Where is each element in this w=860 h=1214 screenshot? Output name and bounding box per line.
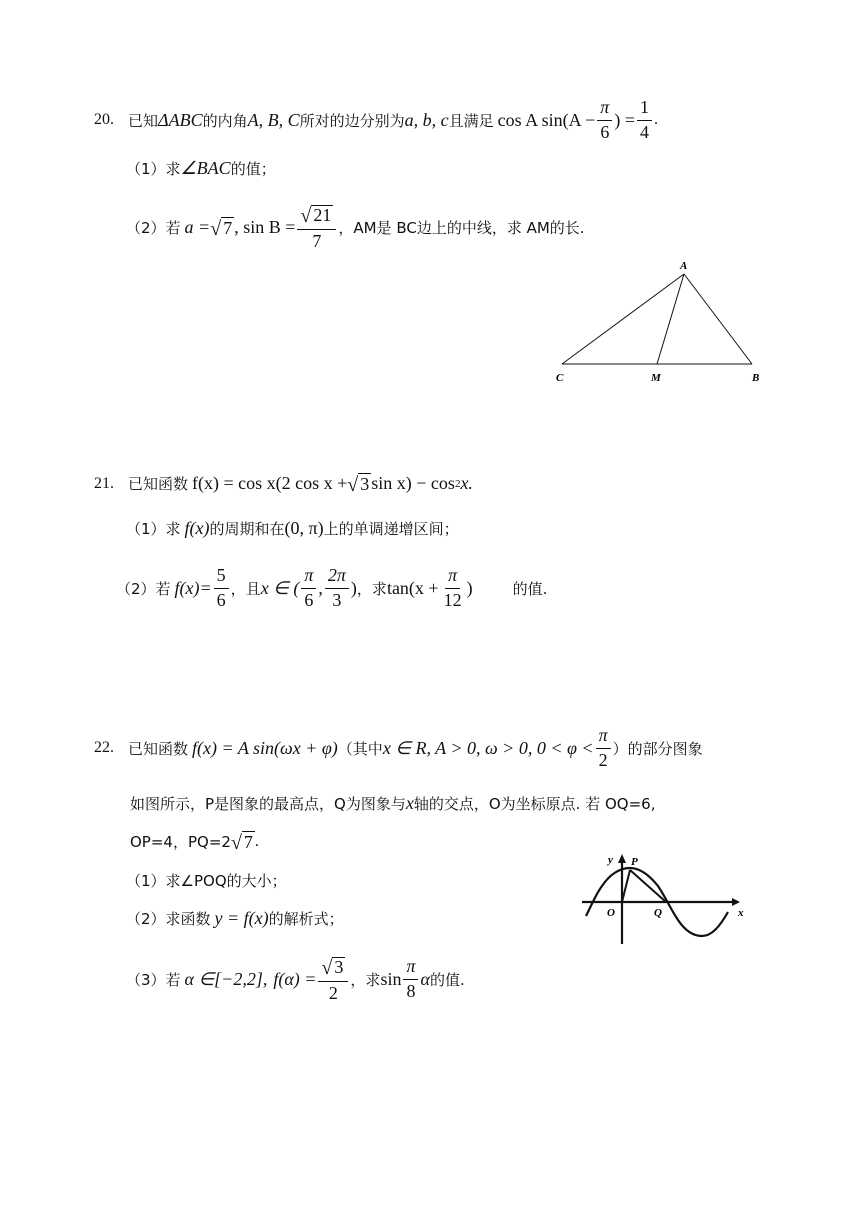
p20-stem: 20. 已知 ΔABC 的内角 A, B, C 所对的边分别为 a, b, c 且满足 cos A sin(A − $\frac{\pi}{6}$ ) = $\frac{1}{4}$ . bbox=[94, 97, 658, 142]
frac-sqrt3-2: √ 3 2 bbox=[318, 956, 348, 1003]
p20-number: 20. bbox=[94, 111, 114, 129]
frac-1-4: $\frac{1}{4}$ bbox=[637, 98, 652, 143]
label-M: M bbox=[651, 372, 661, 384]
p20-part2: （2）若 a = √ 7 , sin B = √ 21 7 ，AM是 BC边上的中线，求 AM的长. bbox=[126, 204, 585, 251]
label-C: C bbox=[556, 372, 564, 384]
sqrt-7: √ 7 bbox=[210, 218, 233, 241]
label-Q: Q bbox=[654, 907, 662, 919]
p21-part1: （1）求 f(x) 的周期和在 (0, π) 上的单调递增区间； bbox=[126, 518, 459, 538]
p21-stem: 21. 已知函数 f(x) = cos x(2 cos x + √ 3 sin x) − cos 2 x. bbox=[94, 473, 473, 496]
frac-pi-6b: $\frac{\pi}{6}$ bbox=[301, 566, 316, 611]
frac-pi-8: $\frac{\pi}{8}$ bbox=[403, 957, 418, 1002]
p22-stem: 22. 已知函数 f(x) = A sin(ωx + φ) （其中 x ∈ R, A > 0, ω > 0, 0 < φ < $\frac{\pi}{2}$ ）的部分图象 bbox=[94, 725, 703, 770]
frac-pi-2: $\frac{\pi}{2}$ bbox=[596, 726, 611, 771]
p22-part3: （3）若 α ∈[−2,2], f(α) = √ 3 2 ，求 sin $\frac{\pi}{8}$ α 的值. bbox=[126, 956, 465, 1003]
triangle-figure bbox=[540, 256, 780, 390]
p22-part1: （1）求∠POQ的大小； bbox=[126, 872, 287, 890]
label-x: x bbox=[738, 907, 744, 919]
label-y: y bbox=[608, 854, 613, 866]
label-P: P bbox=[631, 856, 638, 868]
frac-5-6: $\frac{5}{6}$ bbox=[214, 566, 229, 611]
p21-part2: （2）若 f(x)= $\frac{5}{6}$ ，且 x ∈ ( $\frac{\pi}{6}$ , $\frac{2\pi}{3}$ ) ，求 tan(x + $\frac{\pi}{12}$ ) 的值. bbox=[116, 565, 548, 610]
label-A: A bbox=[680, 260, 688, 272]
p22-part2: （2）求函数 y = f(x) 的解析式； bbox=[126, 908, 344, 928]
frac-pi-6: $\frac{\pi}{6}$ bbox=[597, 98, 612, 143]
label-O: O bbox=[607, 907, 615, 919]
p20-part1: （1）求 ∠BAC 的值； bbox=[126, 158, 276, 178]
p22-number: 22. bbox=[94, 739, 114, 757]
label-B: B bbox=[752, 372, 760, 384]
sine-graph-figure bbox=[578, 850, 750, 946]
frac-pi-12: $\frac{\pi}{12}$ bbox=[443, 565, 462, 610]
frac-2pi-3: $\frac{2\pi}{3}$ bbox=[325, 566, 349, 611]
sqrt-7b: √ 7 bbox=[230, 832, 253, 854]
sqrt-3: √ 3 bbox=[347, 474, 370, 496]
p22-line3: OP=4，PQ=2 √ 7 . bbox=[130, 832, 259, 854]
frac-sqrt21-7: √ 21 7 bbox=[297, 204, 336, 251]
p22-line2: 如图所示，P是图象的最高点，Q为图象与 x 轴的交点，O为坐标原点. 若 OQ=6, bbox=[130, 793, 656, 813]
p21-number: 21. bbox=[94, 474, 114, 492]
